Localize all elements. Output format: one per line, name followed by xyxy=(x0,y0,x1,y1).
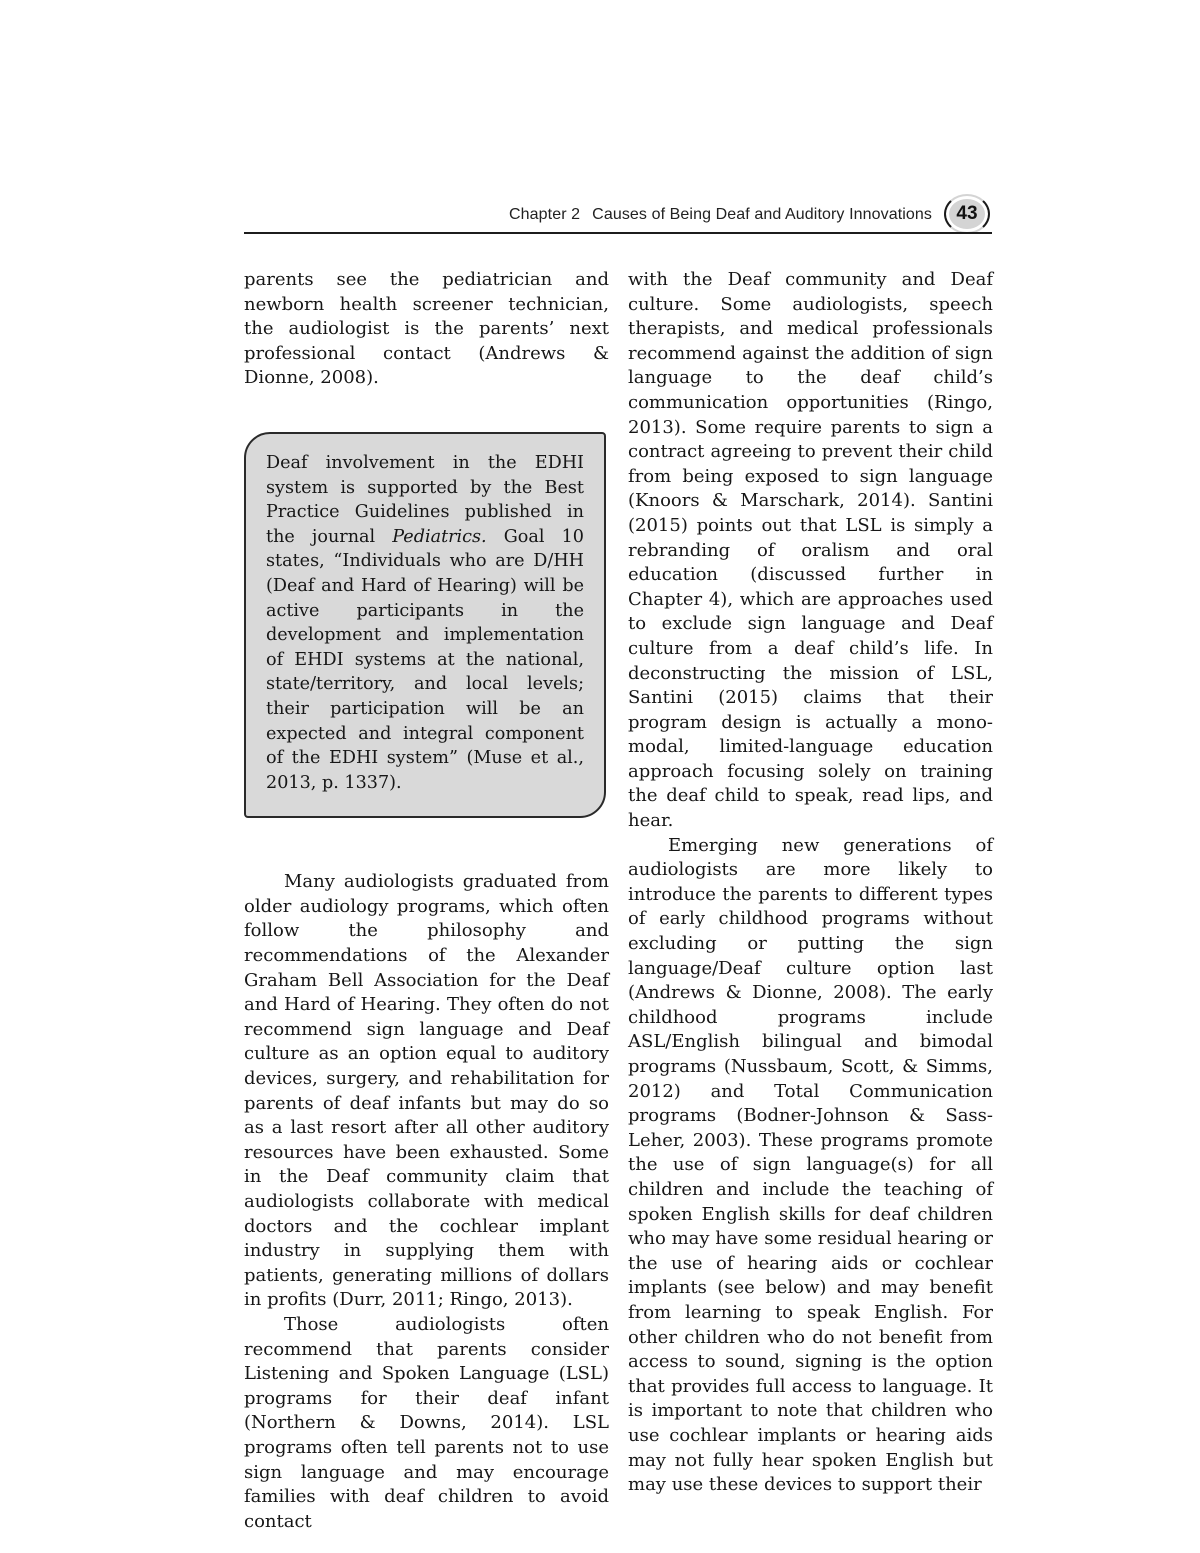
left-column xyxy=(244,268,609,1534)
callout-text xyxy=(266,451,584,795)
paragraph-new-generations: Emerging new generations of audiologists are more likely to introduce the parents to different types of early childhood programs without excluding or putting the sign language/Deaf culture option last (Andrews & Dionne, 2008). The early childhood programs include ASL/English bilingual and bimodal programs (Nussbaum, Scott, & Simms, 2012) and Total Communication programs (Bodner-Johnson & Sass-Leher, 2003). These programs promote the use of sign language(s) for all children and include the teaching of spoken English skills for deaf children who may have some residual hearing or the use of hearing aids or cochlear implants (see below) and may benefit from learning to speak English. For other children who do not benefit from access to sound, signing is the option that provides full access to language. It is important to note that children who use cochlear implants or hearing aids may not fully hear spoken English but may use these devices to support their xyxy=(628,834,993,1496)
callout-box xyxy=(244,432,606,818)
chapter-label: Chapter 2 xyxy=(509,206,581,223)
header-rule xyxy=(244,232,992,234)
callout-text-start: Deaf involvement in the EDHI system is supported by the Best Practice Guidelines published in the journal xyxy=(266,452,584,547)
intro-paragraph: parents see the pediatrician and newborn health screener technician, the audiologist is the parents’ next professional contact (Andrews & Dionne, 2008). xyxy=(244,269,609,389)
paragraph-lsl-programs: Those audiologists often recommend that parents consider Listening and Spoken Language (LSL) programs for their deaf infant (Northern & Downs, 2014). LSL programs often tell parents not to use sign language and may encourage families with deaf children to avoid contact xyxy=(244,1313,609,1532)
running-head xyxy=(509,206,932,224)
paragraph-deaf-community-contact: with the Deaf community and Deaf culture. Some audiologists, speech therapists, and medical professionals recommend against the addition of sign language to the deaf child’s communication opportunities (Ringo, 2013). Some require parents to sign a contract agreeing to prevent their child from being exposed to sign language (Knoors & Marschark, 2014). Santini (2015) points out that LSL is simply a rebranding of oralism and oral education (discussed further in Chapter 4), which are approaches used to exclude sign language and Deaf culture from a deaf child’s life. In deconstructing the mission of LSL, Santini (2015) claims that their program design is actually a mono-modal, limited-language education approach focusing solely on training the deaf child to speak, read lips, and hear. xyxy=(628,269,993,832)
right-column xyxy=(628,268,993,1498)
callout-journal-title: Pediatrics. xyxy=(392,526,487,547)
page-number: 43 xyxy=(944,194,990,234)
paragraph-audiologists-older-programs: Many audiologists graduated from older audiology programs, which often follow the philosophy and recommendations of the Alexander Graham Bell Association for the Deaf and Hard of Hearing. They often do not recommend sign language and Deaf culture as an option equal to auditory devices, surgery, and rehabilitation for parents of deaf infants but may do so as a last resort after all other auditory resources have been exhausted. Some in the Deaf community claim that audiologists collaborate with medical doctors and the cochlear implant industry in supplying them with patients, generating millions of dollars in profits (Durr, 2011; Ringo, 2013). xyxy=(244,871,609,1311)
callout-text-end: Goal 10 states, “Individuals who are D/HH (Deaf and Hard of Hearing) will be active participants in the development and implementation of EHDI systems at the national, state/territory, and local levels; their participation will be an expected and integral component of the EDHI system” (Muse et al., 2013, p. 1337). xyxy=(266,526,584,793)
page-header xyxy=(244,188,992,238)
chapter-title: Causes of Being Deaf and Auditory Innovations xyxy=(592,206,932,223)
